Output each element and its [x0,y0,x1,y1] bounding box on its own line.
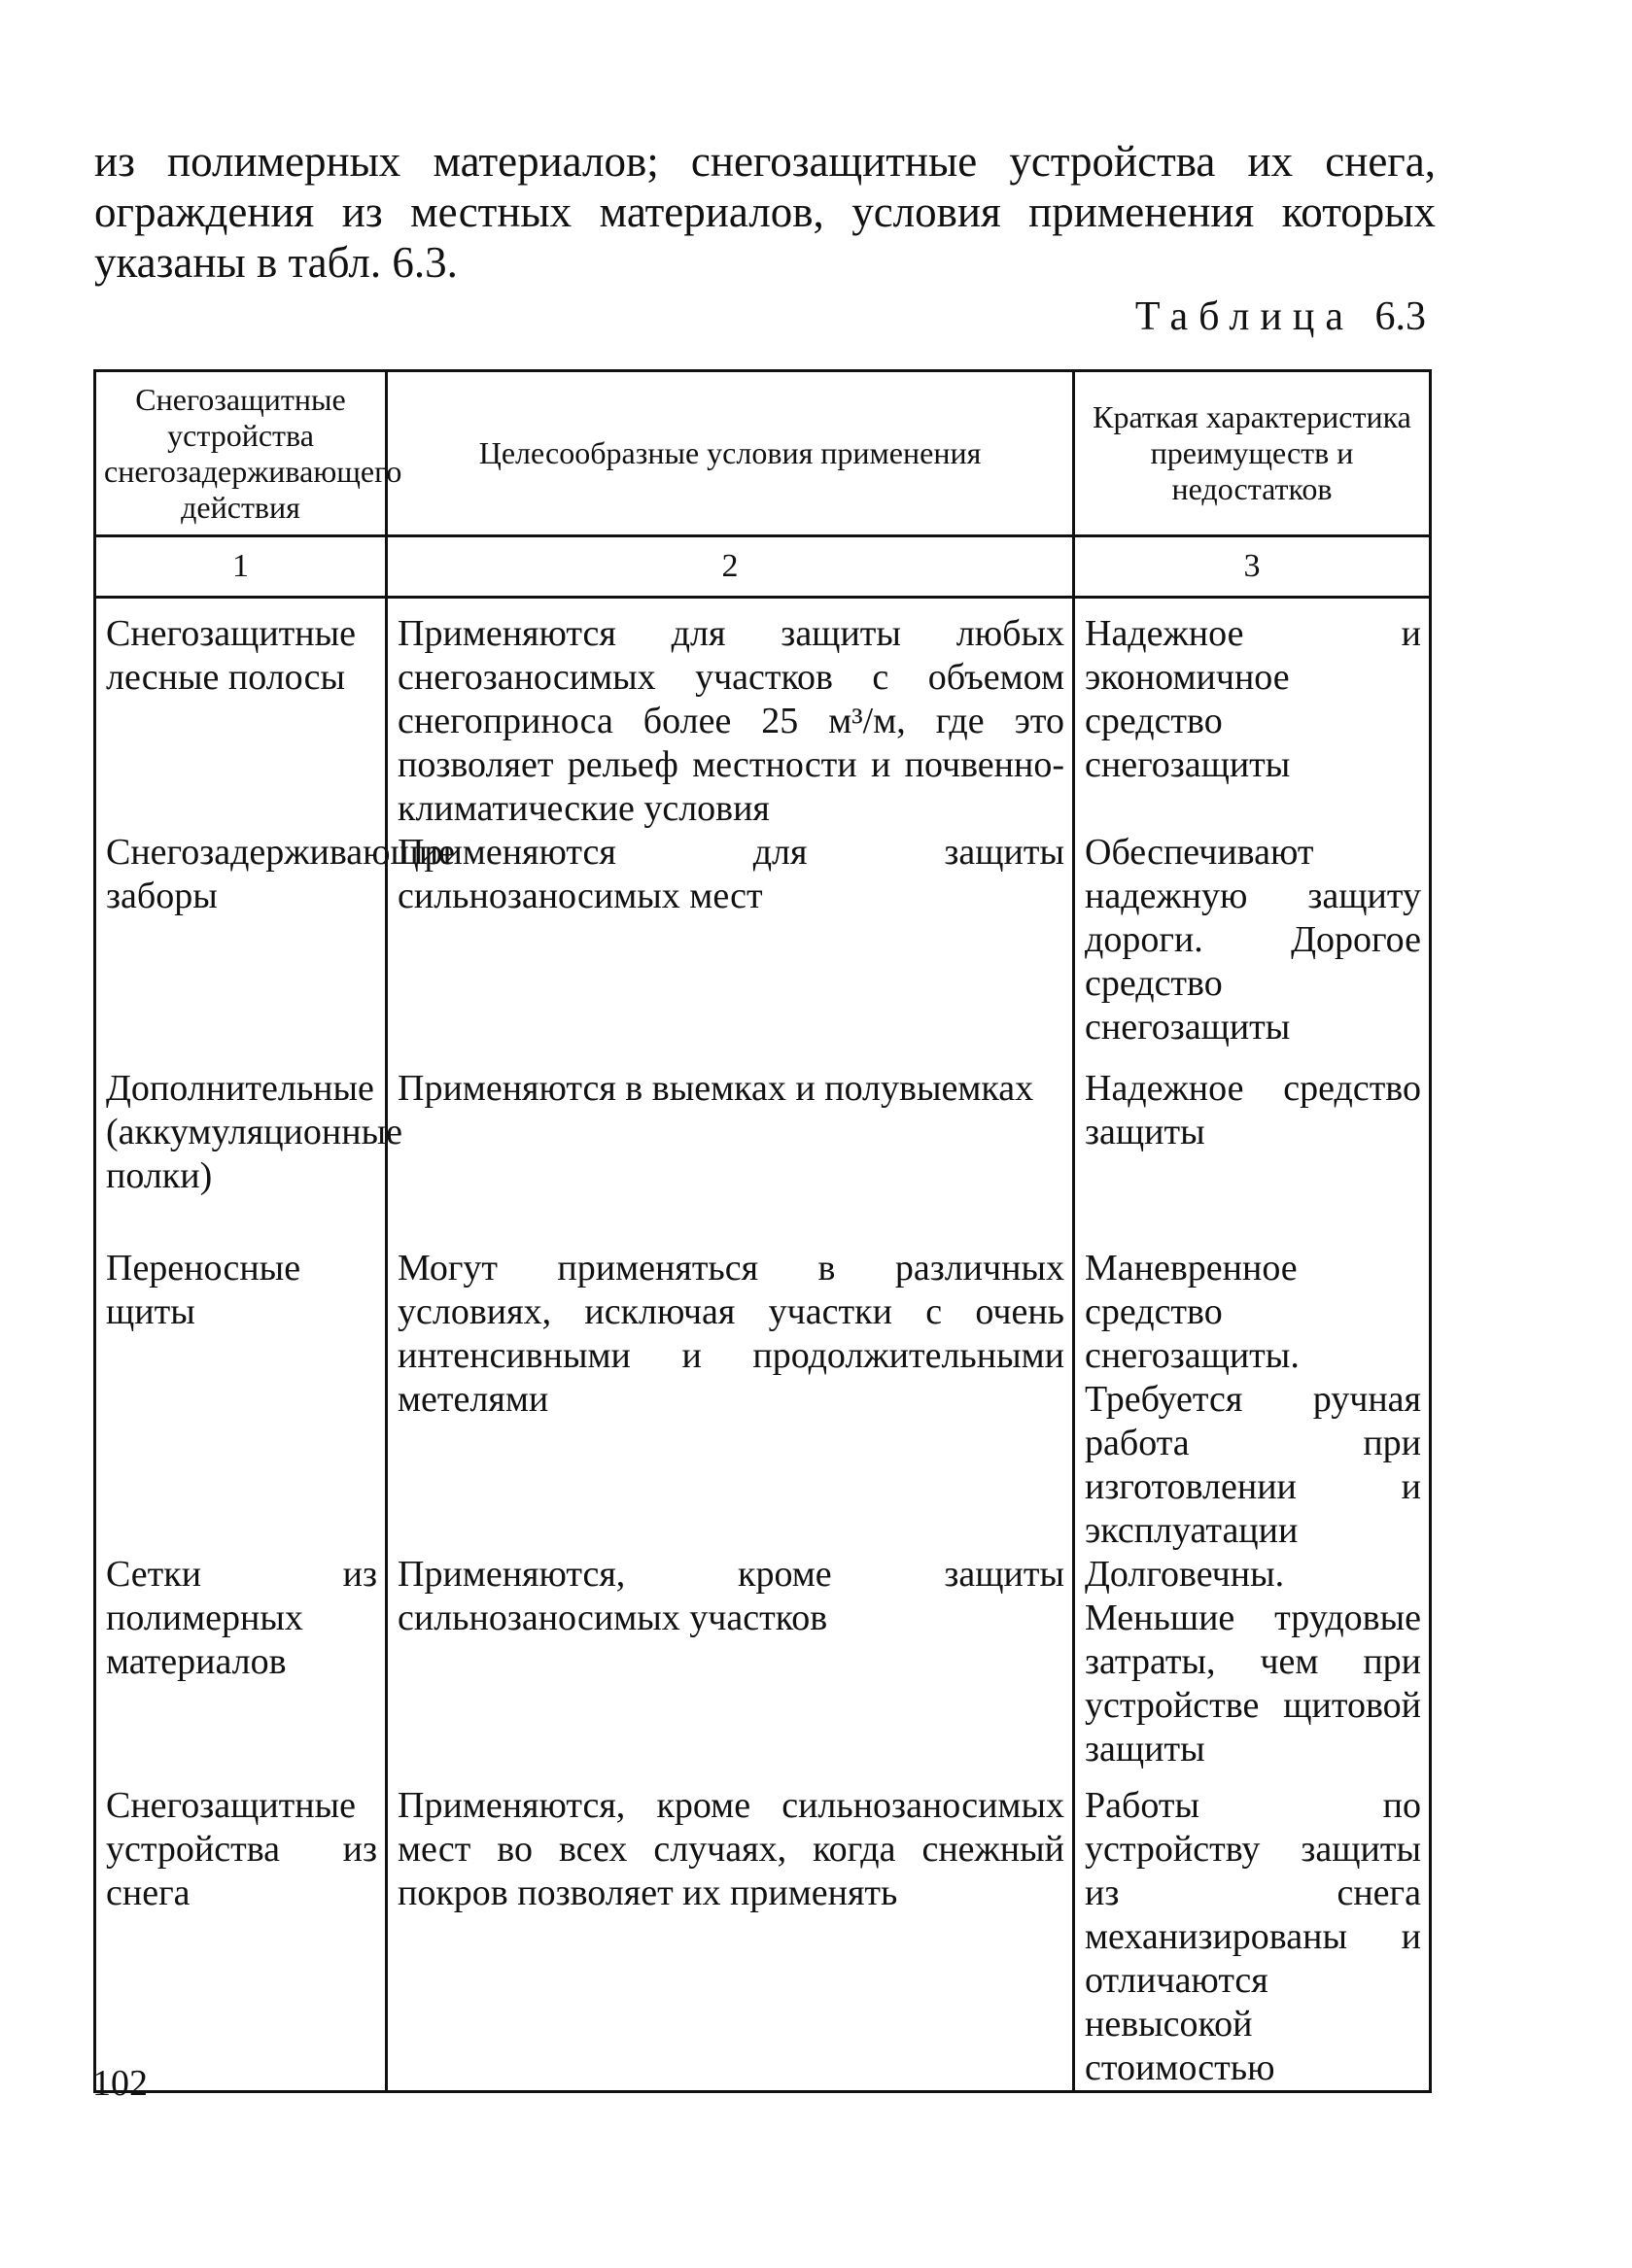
conditions-cell: Применяются, кроме защиты сильнозаносимых участков [398,1554,1064,1638]
table-row [95,598,1431,832]
header-cell: Краткая характеристика преимуществ и недостатков [1074,371,1431,536]
characteristics-cell: Обеспечивают надежную защиту дороги. Дорогое средство снегозащиты [1085,832,1421,1048]
table-row [95,1247,1431,1553]
column-number: 3 [1074,536,1431,598]
table-row [95,831,1431,1067]
conditions-cell: Могут применяться в различных условиях, исключая участки с очень интенсивными и продолжительными метелями [398,1248,1064,1420]
characteristics-cell: Работы по устройству защиты из снега механизированы и отличаются невысокой стоимостью [1085,1785,1421,2088]
table-caption [972,293,1426,340]
header-row [95,371,1431,536]
header-cell: Целесообразные условия применения [387,371,1074,536]
characteristics-cell: Долговечны. Меньшие трудовые затраты, чем при устройстве щитовой защиты [1085,1554,1421,1770]
conditions-cell: Применяются, кроме сильнозаносимых мест во всех случаях, когда снежный покров позволяет их применять [398,1785,1064,1913]
table-caption-number: 6.3 [1374,294,1426,339]
device-cell: Переносные щиты [106,1248,301,1332]
conditions-cell: Применяются для защиты сильнозаносимых мест [398,832,1064,916]
device-cell: Дополнительные (аккумуляционные полки) [106,1068,402,1196]
conditions-cell: Применяются в выемках и полувыемках [398,1068,1034,1109]
table-row [95,1067,1431,1247]
column-number-row [95,536,1431,598]
column-number: 1 [95,536,387,598]
characteristics-cell: Надежное средство защиты [1085,1068,1421,1152]
column-number: 2 [387,536,1074,598]
table-row [95,1784,1431,2092]
intro-line: указаны в табл. 6.3. [94,238,458,287]
data-table [93,369,1432,2093]
page-number: 102 [92,2063,148,2104]
device-cell: Снегозадерживающие заборы [106,832,456,916]
table-caption-label: Таблица [1134,294,1354,339]
intro-line: из полимерных материалов; снегозащитные устройства их снега, [94,137,1436,186]
device-cell: Снегозащитные лесные полосы [106,613,357,698]
header-cell: Снегозащитные устройства снегозадерживающего действия [95,371,387,536]
table-row [95,1553,1431,1784]
characteristics-cell: Надежное и экономичное средство снегозащиты [1085,613,1421,785]
device-cell: Сетки из полимерных материалов [106,1554,377,1682]
intro-paragraph [94,136,1436,288]
conditions-cell: Применяются для защиты любых снегозаносимых участков с объемом снегоприноса более 25 м³/м, где это позволяет рельеф местности и почвенно-климатические условия [398,613,1064,829]
characteristics-cell: Маневренное средство снегозащиты. Требуется ручная работа при изготовлении и эксплуатации [1085,1248,1421,1551]
device-cell: Снегозащитные устройства из снега [106,1785,377,1913]
intro-line: ограждения из местных материалов, условия применения которых [94,188,1436,236]
